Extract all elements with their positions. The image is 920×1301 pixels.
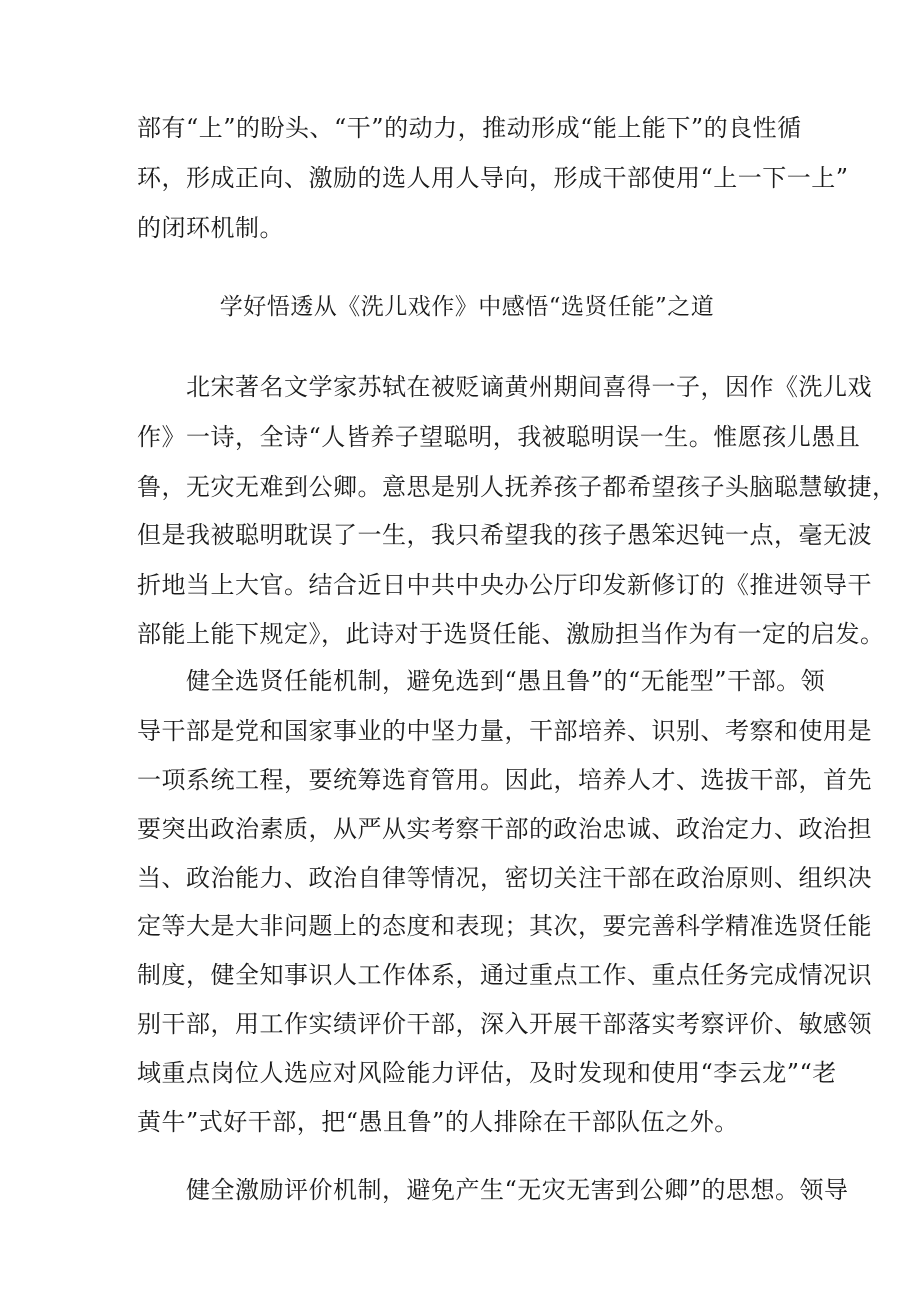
paragraph1-line-2: 作》一诗，全诗“人皆养子望聪明，我被聪明误一生。惟愿孩儿愚且 bbox=[137, 423, 861, 451]
paragraph2-line-7: 制度，健全知事识人工作体系，通过重点工作、重点任务完成情况识 bbox=[137, 961, 872, 989]
paragraph1-line-1: 北宋著名文学家苏轼在被贬谪黄州期间喜得一子，因作《洗儿戏 bbox=[186, 373, 872, 401]
paragraph1-line-5: 折地当上大官。结合近日中共中央办公厅印发新修订的《推进领导干 bbox=[137, 571, 872, 599]
paragraph1-line-4: 但是我被聪明耽误了一生，我只希望我的孩子愚笨迟钝一点，毫无波 bbox=[137, 521, 872, 549]
paragraph2-line-2: 导干部是党和国家事业的中坚力量，干部培养、识别、考察和使用是 bbox=[137, 717, 872, 745]
paragraph2-line-3: 一项系统工程，要统筹选育管用。因此，培养人才、选拔干部，首先 bbox=[137, 766, 872, 794]
paragraph1-line-6: 部能上能下规定》，此诗对于选贤任能、激励担当作为有一定的启发。 bbox=[137, 620, 885, 648]
paragraph2-line-10: 黄牛”式好干部，把“愚且鲁”的人排除在干部队伍之外。 bbox=[137, 1108, 739, 1136]
section-title: 学好悟透从《洗儿戏作》中感悟“选贤任能”之道 bbox=[219, 294, 715, 320]
paragraph2-line-4: 要突出政治素质，从严从实考察干部的政治忠诚、政治定力、政治担 bbox=[137, 815, 872, 843]
paragraph2-line-9: 域重点岗位人选应对风险能力评估，及时发现和使用“李云龙”“老 bbox=[137, 1059, 837, 1087]
paragraph2-line-8: 别干部，用工作实绩评价干部，深入开展干部落实考察评价、敏感领 bbox=[137, 1010, 872, 1038]
intro-line-2: 环，形成正向、激励的选人用人导向，形成干部使用“上一下一上” bbox=[137, 164, 849, 192]
intro-line-1: 部有“上”的盼头、“干”的动力，推动形成“能上能下”的良性循 bbox=[137, 114, 802, 142]
paragraph1-line-3: 鲁，无灾无难到公卿。意思是别人抚养孩子都希望孩子头脑聪慧敏捷， bbox=[137, 473, 897, 501]
intro-line-3: 的闭环机制。 bbox=[137, 214, 284, 242]
paragraph3-line-1: 健全激励评价机制，避免产生“无灾无害到公卿”的思想。领导 bbox=[186, 1176, 849, 1204]
paragraph2-line-1: 健全选贤任能机制，避免选到“愚且鲁”的“无能型”干部。领 bbox=[186, 667, 826, 695]
paragraph2-line-6: 定等大是大非问题上的态度和表现；其次，要完善科学精准选贤任能 bbox=[137, 912, 872, 940]
paragraph2-line-5: 当、政治能力、政治自律等情况，密切关注干部在政治原则、组织决 bbox=[137, 864, 872, 892]
